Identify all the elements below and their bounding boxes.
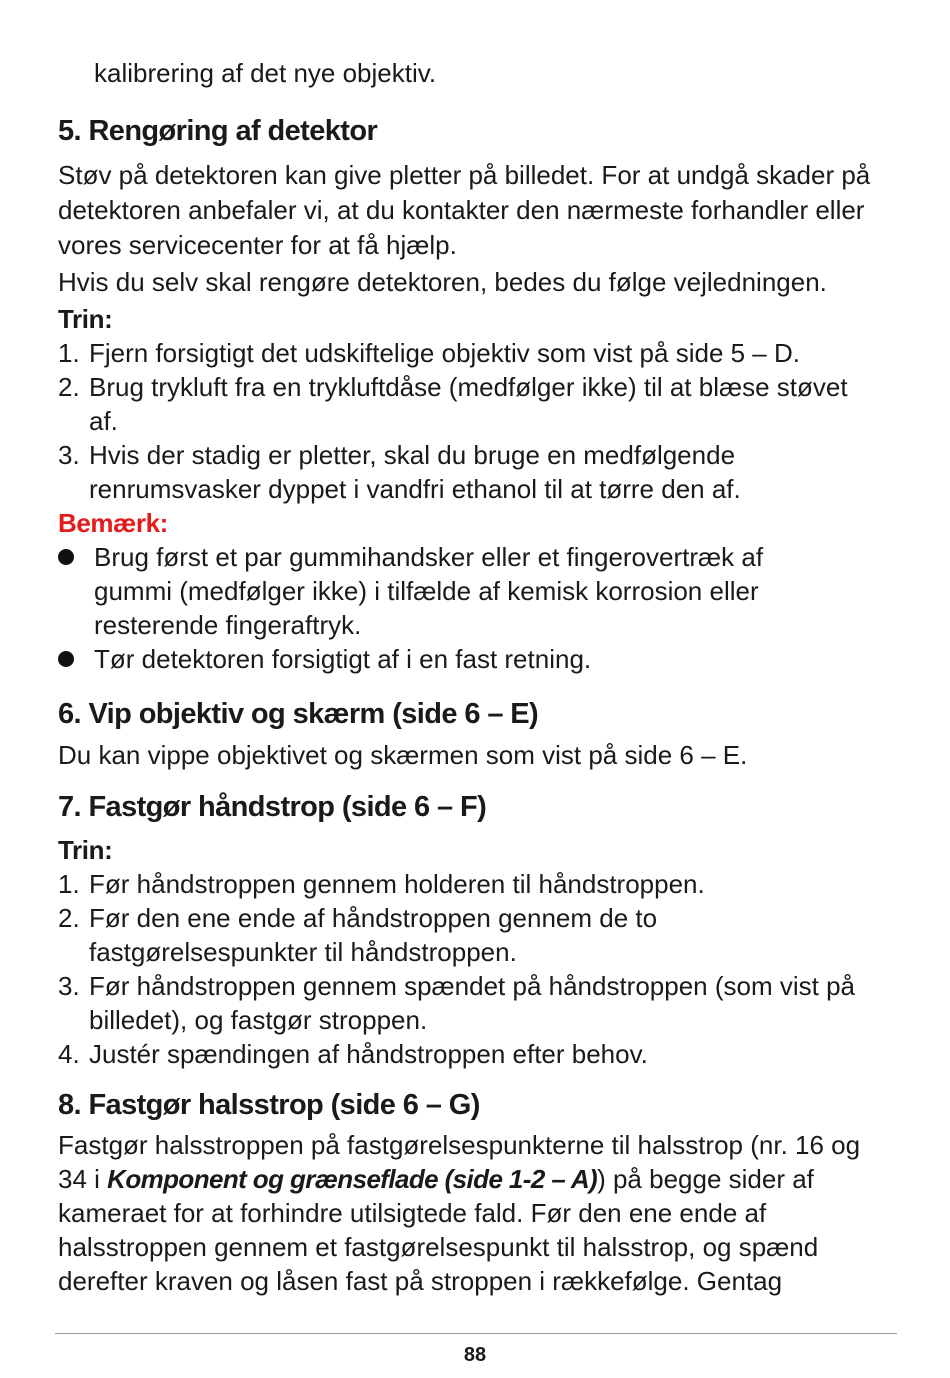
step-number: 2. <box>58 372 80 402</box>
step-number: 1. <box>58 338 80 368</box>
section-6-para: Du kan vippe objektivet og skærmen som vist på side 6 – E. <box>58 740 748 770</box>
step-text: Fjern forsigtigt det udskiftelige objektiv som vist på side 5 – D. <box>89 338 800 368</box>
section-5-para-2: Hvis du selv skal rengøre detektoren, bedes du følge vejledningen. <box>58 267 827 297</box>
section-7-steps-label: Trin: <box>58 835 113 865</box>
section-8-text-before: Fastgør halsstroppen på fastgørelsespunkterne til halsstrop (nr. 16 og 34 i <box>58 1130 861 1194</box>
list-item <box>58 336 848 370</box>
section-7-heading: 7. Fastgør håndstrop (side 6 – F) <box>58 791 487 823</box>
list-item <box>58 969 874 1037</box>
note-text: Tør detektoren forsigtigt af i en fast retning. <box>94 644 592 674</box>
step-number: 1. <box>58 869 80 899</box>
list-item <box>58 1037 874 1071</box>
step-number: 4. <box>58 1039 80 1069</box>
section-5-steps-list <box>58 336 848 506</box>
list-item <box>58 901 739 969</box>
section-8-body <box>58 1128 898 1298</box>
step-text: Før håndstroppen gennem spændet på håndstroppen (som vist på billedet), og fastgør stroppen. <box>89 971 856 1035</box>
list-item <box>58 438 848 506</box>
section-5-body <box>58 158 898 676</box>
note-label: Bemærk: <box>58 508 168 538</box>
component-interface-reference: Komponent og grænseflade (side 1-2 – A) <box>107 1164 598 1194</box>
step-number: 2. <box>58 903 80 933</box>
step-text: Før håndstroppen gennem holderen til håndstroppen. <box>89 869 705 899</box>
footer-divider <box>55 1333 897 1334</box>
list-item <box>58 540 848 642</box>
section-6-body <box>58 738 898 773</box>
section-8-text-after: ) på begge sider af kameraet for at forhindre utilsigtede fald. Før den ene ende af halsstroppen gennem et fastgørelsespunkt til halsstrop, og spænd derefter kraven og låsen fast på stroppen i rækkefølge. Gentag <box>58 1164 819 1296</box>
step-text: Hvis der stadig er pletter, skal du bruge en medfølgende renrumsvasker dyppet i vandfri ethanol til at tørre den af. <box>89 440 741 504</box>
step-number: 3. <box>58 440 80 470</box>
step-text: Justér spændingen af håndstroppen efter behov. <box>89 1039 648 1069</box>
bullet-icon <box>58 549 74 565</box>
section-5-para-1: Støv på detektoren kan give pletter på billedet. For at undgå skader på detektoren anbefaler vi, at du kontakter den nærmeste forhandler eller vores servicecenter for at få hjælp. <box>58 160 871 260</box>
step-text: Brug trykluft fra en trykluftdåse (medfølger ikke) til at blæse støvet af. <box>89 372 848 436</box>
section-7-steps-list <box>58 867 874 1071</box>
note-text: Brug først et par gummihandsker eller et fingerovertræk af gummi (medfølger ikke) i tilfælde af kemisk korrosion eller resterende fingeraftryk. <box>94 542 764 640</box>
section-5-heading: 5. Rengøring af detektor <box>58 115 378 147</box>
section-5-steps-label: Trin: <box>58 304 113 334</box>
list-item <box>58 867 874 901</box>
bullet-icon <box>58 651 74 667</box>
section-6-heading: 6. Vip objektiv og skærm (side 6 – E) <box>58 698 539 730</box>
section-8-para <box>58 1128 888 1298</box>
continuation-text: kalibrering af det nye objektiv. <box>94 58 437 88</box>
section-8-heading: 8. Fastgør halsstrop (side 6 – G) <box>58 1089 480 1121</box>
step-number: 3. <box>58 971 80 1001</box>
page-number: 88 <box>463 1344 487 1366</box>
step-text: Før den ene ende af håndstroppen gennem de to fastgørelsespunkter til håndstroppen. <box>89 903 658 967</box>
note-list <box>58 540 848 676</box>
section-7-body <box>58 833 898 1071</box>
list-item <box>58 370 848 438</box>
list-item <box>58 642 848 676</box>
